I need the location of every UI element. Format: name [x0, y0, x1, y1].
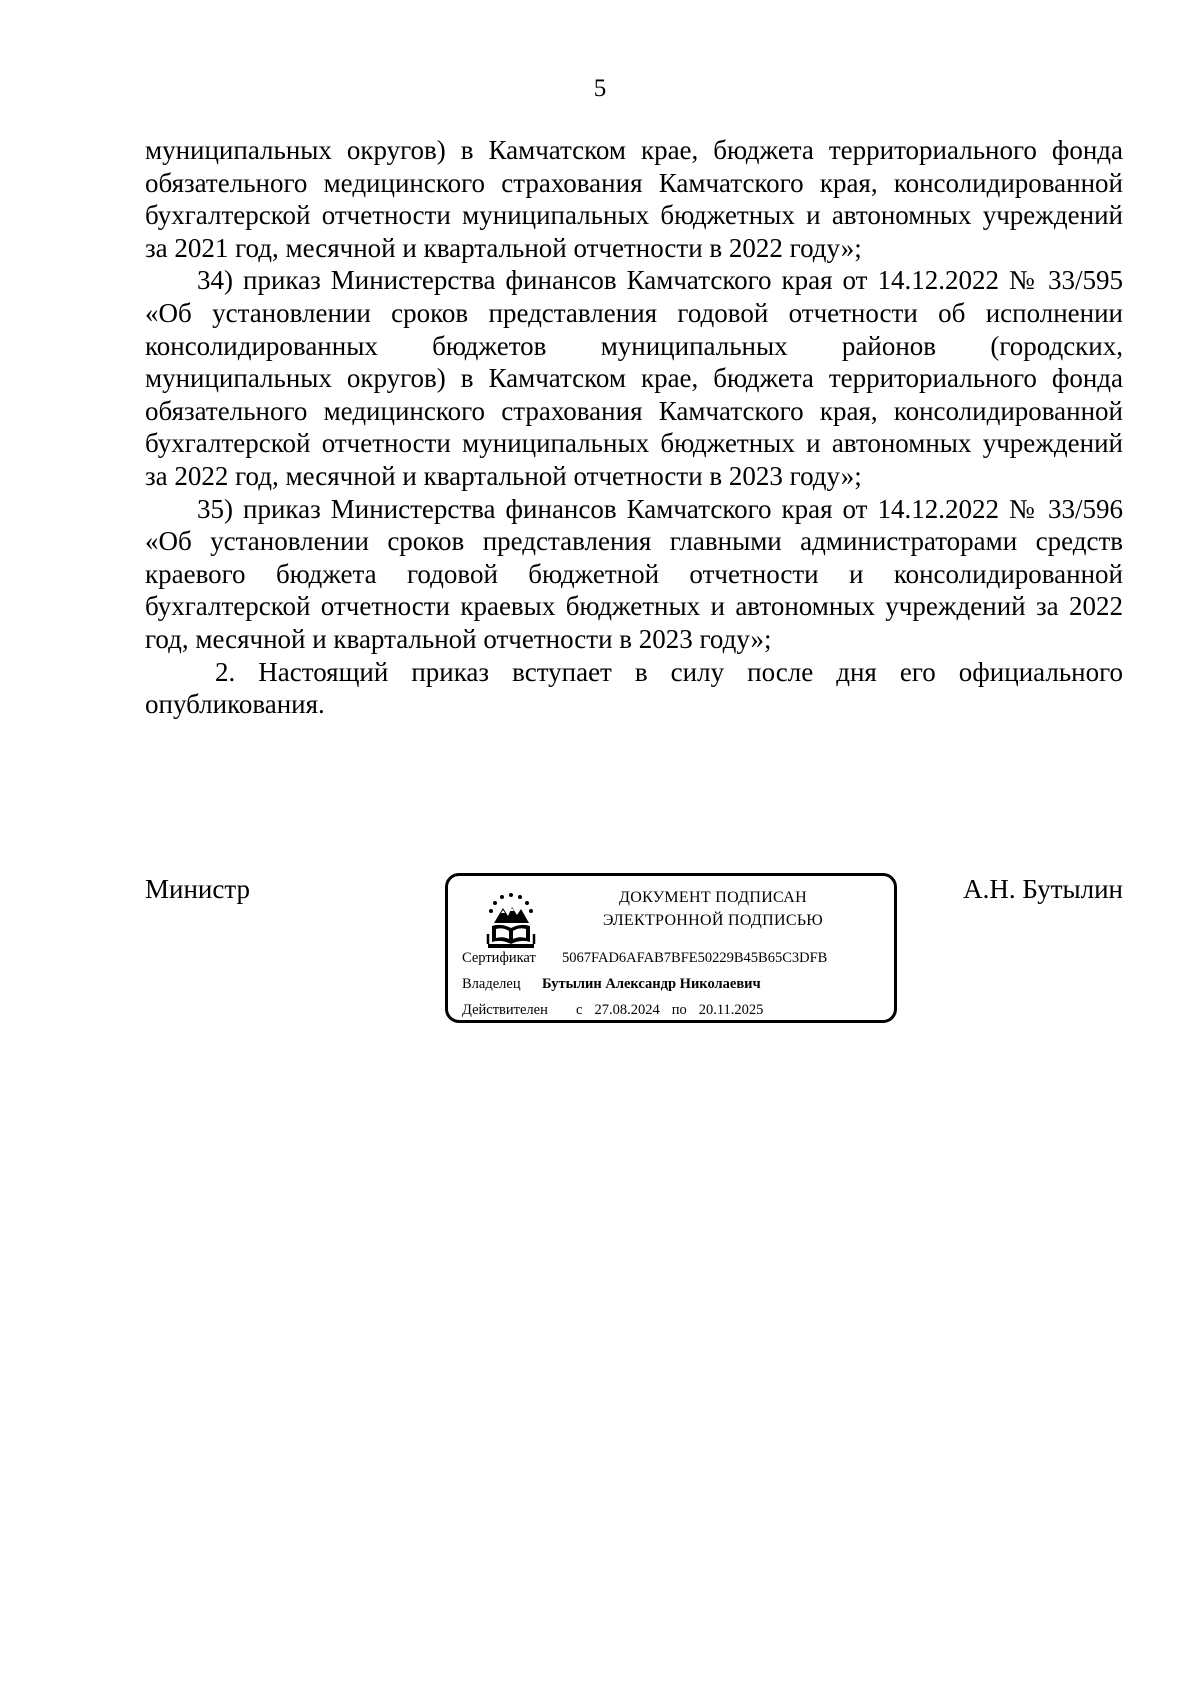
stamp-validity-row	[462, 1001, 763, 1019]
valid-to-date: 20.11.2025	[698, 1002, 764, 1018]
electronic-signature-stamp	[445, 873, 897, 1023]
stamp-title-line-2: ЭЛЕКТРОННОЙ ПОДПИСЬЮ	[602, 912, 824, 929]
kamchatka-emblem-icon	[484, 890, 538, 952]
page-number: 5	[593, 75, 607, 102]
valid-to-prefix: по	[671, 1002, 687, 1018]
valid-label: Действителен	[462, 1002, 548, 1018]
stamp-owner-row	[462, 975, 761, 993]
signature-block	[145, 873, 1123, 1043]
stamp-title-line-1: ДОКУМЕНТ ПОДПИСАН	[619, 889, 807, 906]
valid-from-prefix: с	[576, 1002, 583, 1018]
document-body	[145, 134, 1123, 721]
owner-label: Владелец	[462, 976, 521, 992]
valid-from-date: 27.08.2024	[594, 1002, 660, 1018]
signer-name: А.Н. Бутылин	[963, 874, 1123, 904]
stamp-title	[548, 886, 878, 932]
certificate-value: 5067FAD6AFAB7BFE50229B45B65C3DFB	[562, 950, 828, 966]
paragraph-point-2: 2. Настоящий приказ вступает в силу после дня его официального опубликования.	[145, 656, 1123, 720]
paragraph-item-35: 35) приказ Министерства финансов Камчатского края от 14.12.2022 № 33/596 «Об установлении сроков представления главными администраторами средств краевого бюджета годовой бюджетной отчетности и консолидированной бухгалтерской отчетности краевых бюджетных и автономных учреждений за 2022 год, месячной и квартальной отчетности в 2023 году»;	[145, 493, 1123, 654]
stamp-certificate-row	[462, 949, 827, 967]
signer-position: Министр	[145, 874, 250, 904]
paragraph-item-34: 34) приказ Министерства финансов Камчатского края от 14.12.2022 № 33/595 «Об установлении сроков представления годовой отчетности об исполнении консолидированных бюджетов муниципальных районов (городских, муниципальных округов) в Камчатском крае, бюджета территориального фонда обязательного медицинского страхования Камчатского края, консолидированной бухгалтерской отчетности муниципальных бюджетных и автономных учреждений за 2022 год, месячной и квартальной отчетности в 2023 году»;	[145, 265, 1123, 491]
owner-value: Бутылин Александр Николаевич	[542, 976, 761, 992]
certificate-label: Сертификат	[462, 950, 536, 966]
paragraph-continuation: муниципальных округов) в Камчатском крае, бюджета территориального фонда обязательного медицинского страхования Камчатского края, консолидированной бухгалтерской отчетности муниципальных бюджетных и автономных учреждений за 2021 год, месячной и квартальной отчетности в 2022 году»;	[145, 135, 1123, 263]
